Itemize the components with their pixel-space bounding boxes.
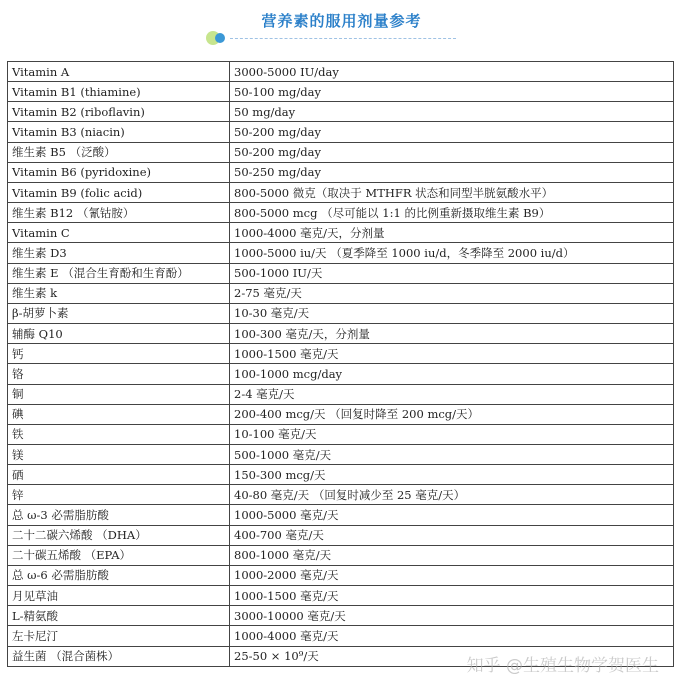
table-row — [8, 444, 674, 464]
nutrient-name-cell: L-精氨酸 — [8, 606, 230, 626]
nutrient-name-cell: Vitamin B9 (folic acid) — [8, 182, 230, 202]
nutrient-name-cell: Vitamin B3 (niacin) — [8, 122, 230, 142]
nutrient-name-cell: 锌 — [8, 485, 230, 505]
dosage-cell: 1000-5000 毫克/天 — [230, 505, 674, 525]
watermark: 知乎 @生殖生物学贺医生 — [466, 656, 659, 676]
dosage-cell: 50 mg/day — [230, 102, 674, 122]
nutrient-name-cell: 铁 — [8, 424, 230, 444]
table-row — [8, 424, 674, 444]
dosage-cell: 1000-1500 毫克/天 — [230, 586, 674, 606]
dosage-cell: 800-1000 毫克/天 — [230, 545, 674, 565]
nutrient-name-cell: 总 ω-3 必需脂肪酸 — [8, 505, 230, 525]
nutrient-name-cell: Vitamin C — [8, 223, 230, 243]
table-row — [8, 182, 674, 202]
table-row — [8, 303, 674, 323]
dosage-cell: 10-30 毫克/天 — [230, 303, 674, 323]
table-row — [8, 243, 674, 263]
dosage-cell: 200-400 mcg/天 （回复时降至 200 mcg/天） — [230, 404, 674, 424]
dosage-cell: 500-1000 IU/天 — [230, 263, 674, 283]
table-row — [8, 565, 674, 585]
table-row — [8, 485, 674, 505]
dot-divider-icon — [206, 30, 456, 50]
dosage-table — [7, 61, 674, 667]
dosage-cell: 400-700 毫克/天 — [230, 525, 674, 545]
nutrient-name-cell: 维生素 E （混合生育酚和生育酚） — [8, 263, 230, 283]
dosage-cell: 800-5000 微克（取决于 MTHFR 状态和同型半胱氨酸水平） — [230, 182, 674, 202]
table-row — [8, 263, 674, 283]
dosage-cell: 1000-4000 毫克/天 — [230, 626, 674, 646]
dosage-cell: 50-200 mg/day — [230, 122, 674, 142]
table-row — [8, 203, 674, 223]
nutrient-name-cell: Vitamin B6 (pyridoxine) — [8, 162, 230, 182]
table-row — [8, 223, 674, 243]
dosage-cell: 100-1000 mcg/day — [230, 364, 674, 384]
table-row — [8, 465, 674, 485]
nutrient-name-cell: 益生菌 （混合菌株） — [8, 646, 230, 666]
nutrient-name-cell: 维生素 k — [8, 283, 230, 303]
dosage-cell: 10-100 毫克/天 — [230, 424, 674, 444]
nutrient-name-cell: 月见草油 — [8, 586, 230, 606]
nutrient-name-cell: 维生素 B5 （泛酸） — [8, 142, 230, 162]
nutrient-name-cell: 总 ω-6 必需脂肪酸 — [8, 565, 230, 585]
nutrient-name-cell: 铬 — [8, 364, 230, 384]
table-row — [8, 384, 674, 404]
table-row — [8, 404, 674, 424]
dosage-cell: 500-1000 毫克/天 — [230, 444, 674, 464]
nutrient-name-cell: 碘 — [8, 404, 230, 424]
table-row — [8, 344, 674, 364]
dosage-cell: 150-300 mcg/天 — [230, 465, 674, 485]
nutrient-name-cell: β-胡萝卜素 — [8, 303, 230, 323]
table-row — [8, 142, 674, 162]
table-row — [8, 102, 674, 122]
nutrient-name-cell: 辅酶 Q10 — [8, 324, 230, 344]
dosage-cell: 50-100 mg/day — [230, 82, 674, 102]
table-row — [8, 122, 674, 142]
dosage-cell: 3000-5000 IU/day — [230, 62, 674, 82]
nutrient-name-cell: 维生素 B12 （氰钴胺） — [8, 203, 230, 223]
dosage-cell: 1000-4000 毫克/天，分剂量 — [230, 223, 674, 243]
dosage-cell: 40-80 毫克/天 （回复时减少至 25 毫克/天） — [230, 485, 674, 505]
nutrient-name-cell: Vitamin B2 (riboflavin) — [8, 102, 230, 122]
nutrient-name-cell: 镁 — [8, 444, 230, 464]
table-row — [8, 62, 674, 82]
nutrient-name-cell: 二十碳五烯酸 （EPA） — [8, 545, 230, 565]
dosage-cell: 50-250 mg/day — [230, 162, 674, 182]
nutrient-name-cell: 硒 — [8, 465, 230, 485]
table-row — [8, 525, 674, 545]
table-row — [8, 82, 674, 102]
dosage-cell: 1000-2000 毫克/天 — [230, 565, 674, 585]
dosage-cell: 100-300 毫克/天，分剂量 — [230, 324, 674, 344]
table-row — [8, 364, 674, 384]
page-title: 营养素的服用剂量参考 — [261, 12, 422, 30]
nutrient-name-cell: 左卡尼汀 — [8, 626, 230, 646]
dosage-cell: 2-4 毫克/天 — [230, 384, 674, 404]
nutrient-name-cell: Vitamin A — [8, 62, 230, 82]
nutrient-name-cell: 钙 — [8, 344, 230, 364]
nutrient-name-cell: 维生素 D3 — [8, 243, 230, 263]
table-row — [8, 162, 674, 182]
dosage-cell: 800-5000 mcg （尽可能以 1:1 的比例重新摄取维生素 B9） — [230, 203, 674, 223]
table-row — [8, 606, 674, 626]
table-row — [8, 545, 674, 565]
dosage-cell: 2-75 毫克/天 — [230, 283, 674, 303]
table-row — [8, 626, 674, 646]
nutrient-name-cell: 铜 — [8, 384, 230, 404]
dosage-cell: 3000-10000 毫克/天 — [230, 606, 674, 626]
table-row — [8, 505, 674, 525]
table-row — [8, 586, 674, 606]
table-row — [8, 324, 674, 344]
nutrient-name-cell: Vitamin B1 (thiamine) — [8, 82, 230, 102]
dosage-cell: 1000-1500 毫克/天 — [230, 344, 674, 364]
dosage-cell: 50-200 mg/day — [230, 142, 674, 162]
nutrient-name-cell: 二十二碳六烯酸 （DHA） — [8, 525, 230, 545]
dosage-cell: 25-50 × 10⁹/天 — [230, 646, 674, 666]
dosage-cell: 1000-5000 iu/天 （夏季降至 1000 iu/d，冬季降至 2000 iu/d） — [230, 243, 674, 263]
table-row — [8, 283, 674, 303]
